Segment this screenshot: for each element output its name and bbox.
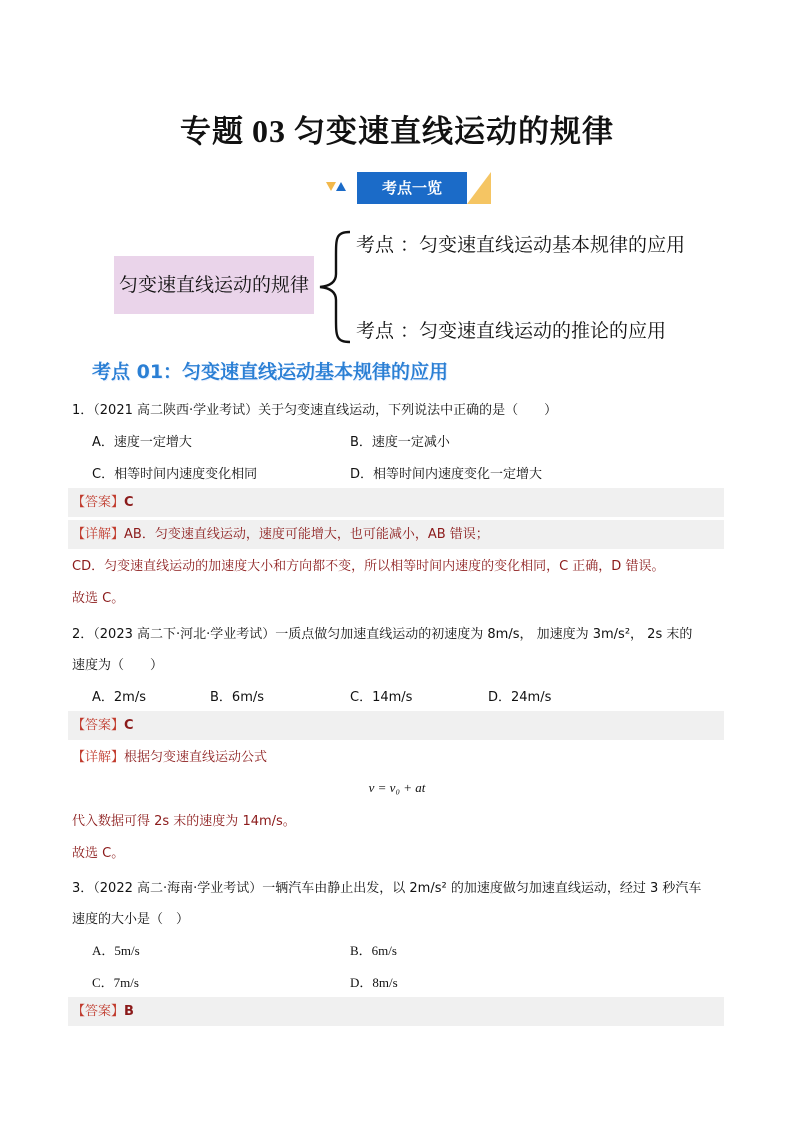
- q1-answer-band: [68, 488, 724, 517]
- overview-topic: 匀变速直线运动的规律: [114, 256, 314, 314]
- q2-option-c: C．14m/s: [350, 690, 413, 705]
- title-text: 匀变速直线运动的规律: [294, 114, 614, 150]
- q3-option-a: A．5m/s: [92, 943, 140, 958]
- q3-stem-2: 速度的大小是（ ）: [72, 912, 190, 927]
- q2-detail-1: [72, 743, 267, 772]
- q1-detail-2: CD．匀变速直线运动的加速度大小和方向都不变，所以相等时间内速度的变化相同，C 正确，D 错误。: [72, 559, 665, 574]
- q3-option-b: B．6m/s: [350, 943, 397, 958]
- title-prefix: 专题: [180, 114, 244, 150]
- section-heading: 考点 01：匀变速直线运动基本规律的应用: [92, 361, 449, 383]
- q1-option-a: A．速度一定增大: [92, 435, 192, 450]
- q2-option-b: B．6m/s: [210, 690, 265, 705]
- q2-option-a: A．2m/s: [92, 690, 146, 705]
- title-number: 03: [252, 113, 286, 149]
- detail-tag: 【详解】: [72, 527, 125, 542]
- q2-stem-2: 速度为（ ）: [72, 658, 164, 673]
- answer-tag: 【答案】: [72, 718, 125, 733]
- q1-detail-1: [72, 520, 489, 549]
- triangle-accent-icon: [467, 172, 491, 204]
- q1-option-b: B．速度一定减小: [350, 435, 450, 450]
- answer-value: C: [124, 718, 134, 733]
- q1-option-c: C．相等时间内速度变化相同: [92, 467, 258, 482]
- q1-stem: 1．（2021 高二陕西·学业考试）关于匀变速直线运动，下列说法中正确的是（ ）: [72, 403, 558, 418]
- q2-answer-band: [68, 711, 724, 740]
- q2-answer: [72, 711, 134, 740]
- answer-value: B: [124, 1004, 134, 1019]
- q2-stem-1: 2．（2023 高二下·河北·学业考试）一质点做匀加速直线运动的初速度为 8m/s， 加速度为 3m/s²， 2s 末的: [72, 627, 693, 642]
- answer-tag: 【答案】: [72, 495, 125, 510]
- detail-text: 根据匀变速直线运动公式: [124, 750, 268, 765]
- q3-option-d: D．8m/s: [350, 975, 398, 990]
- q1-option-d: D．相等时间内速度变化一定增大: [350, 467, 543, 482]
- q3-answer-band: [68, 997, 724, 1026]
- curly-brace-icon: [314, 228, 354, 346]
- q2-conclusion: 故选 C。: [72, 846, 125, 861]
- detail-text: AB．匀变速直线运动，速度可能增大，也可能减小，AB 错误；: [124, 527, 489, 542]
- triangle-down-icon: [326, 182, 336, 191]
- badge-label: 考点一览: [357, 172, 467, 204]
- answer-tag: 【答案】: [72, 1004, 125, 1019]
- overview-branch-1: 考点 ：匀变速直线运动基本规律的应用: [356, 234, 686, 256]
- overview-branch-2: 考点 ：匀变速直线运动的推论的应用: [356, 320, 667, 342]
- q3-answer: [72, 997, 134, 1026]
- triangle-up-icon: [336, 182, 346, 191]
- q2-option-d: D．24m/s: [488, 690, 552, 705]
- detail-tag: 【详解】: [72, 750, 125, 765]
- q3-option-c: C．7m/s: [92, 975, 139, 990]
- q2-formula: v = v₀ + at: [368, 780, 426, 795]
- q3-stem-1: 3．（2022 高二·海南·学业考试）一辆汽车由静止出发，以 2m/s² 的加速度做匀加速直线运动，经过 3 秒汽车: [72, 881, 702, 896]
- q1-answer: [72, 488, 134, 517]
- answer-value: C: [124, 495, 134, 510]
- q1-conclusion: 故选 C。: [72, 591, 125, 606]
- overview-badge: [322, 172, 492, 204]
- q2-detail-2: 代入数据可得 2s 末的速度为 14m/s。: [72, 814, 296, 829]
- page-title: [0, 106, 794, 151]
